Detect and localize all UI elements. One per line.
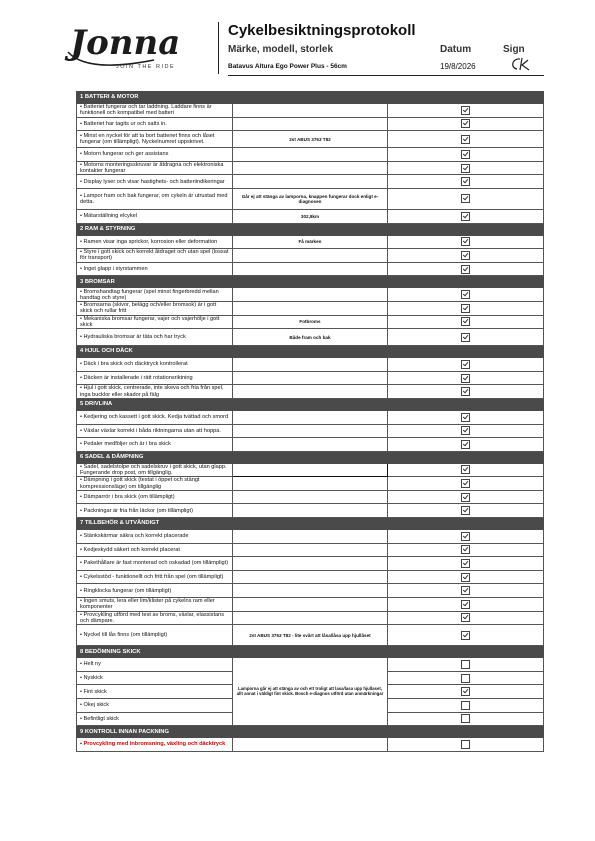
checkbox-cell — [388, 438, 544, 452]
checklist-item: • Däck i bra skick och däcktryck kontrollerat — [77, 358, 233, 372]
checkbox-cell — [388, 262, 544, 276]
checklist-item: • Mekaniska bromsar fungerar, vajer och vajerhölje i gott skick — [77, 315, 233, 329]
checkbox[interactable] — [461, 506, 470, 515]
checklist-row — [77, 235, 544, 249]
checklist-row — [77, 424, 544, 438]
item-text: Display lyser och visar hastighets- och batteriindikeringar — [83, 178, 225, 185]
item-text: Motorn fungerar och ger assistans — [83, 151, 169, 158]
item-note: Både fram och bak — [232, 329, 388, 346]
header-underline — [228, 75, 544, 76]
section-title: 4 HJUL OCH DÄCK — [77, 346, 544, 358]
checkbox-cell — [388, 188, 544, 209]
checkbox[interactable] — [461, 251, 470, 260]
checkbox[interactable] — [461, 631, 470, 640]
item-text: Inget glapp i styrstammen — [83, 265, 148, 272]
checkbox-cell — [388, 288, 544, 302]
checkbox[interactable] — [461, 426, 470, 435]
item-text: Ingen smuts, lera eller lim/klister på cykelns ram eller komponenter — [80, 598, 215, 611]
checklist-row — [77, 175, 544, 189]
item-note — [232, 490, 388, 504]
checkbox-cell — [388, 570, 544, 584]
checklist-item: • Provcykling utförd med test av broms, växlar, elassistans och dämpare. — [77, 611, 233, 625]
checklist-item: • Ramen visar inga sprickor, korrosion eller deformation — [77, 235, 233, 249]
item-text: Lampor fram och bak fungerar, om cykeln är utrustad med detta. — [80, 192, 228, 205]
checklist-item: • Mätarställning elcykel — [77, 209, 233, 223]
checkbox-cell — [388, 490, 544, 504]
checkbox[interactable] — [461, 265, 470, 274]
item-text: Nyskick — [83, 675, 103, 682]
checklist-row — [77, 249, 544, 263]
header-divider — [218, 22, 219, 74]
checkbox-cell — [388, 410, 544, 424]
item-text: Fint skick — [83, 688, 107, 695]
checklist-row — [77, 315, 544, 329]
checkbox[interactable] — [461, 237, 470, 246]
item-text: Provcykling utförd med test av broms, växlar, elassistans och dämpare. — [80, 611, 225, 624]
section-title: 5 DRIVLINA — [77, 398, 544, 410]
checkbox[interactable] — [461, 493, 470, 502]
item-text: Ramen visar inga sprickor, korrosion eller deformation — [83, 238, 218, 245]
datum-label: Datum — [440, 44, 472, 55]
item-text: Cykelsstöd - funktionellt och fritt från spel (om tillämpligt) — [83, 574, 224, 581]
checkbox[interactable] — [461, 465, 470, 474]
checklist-row — [77, 557, 544, 571]
section-header — [77, 223, 544, 235]
checkbox[interactable] — [461, 212, 470, 221]
checkbox-cell — [388, 598, 544, 612]
section-title: 2 RAM & STYRNING — [77, 223, 544, 235]
checklist-row — [77, 117, 544, 131]
item-text: Bromsarna (skivor, belägg och/eller bromsok) är i gott skick och rullar fritt — [80, 302, 217, 315]
checklist-row — [77, 584, 544, 598]
item-note — [232, 611, 388, 625]
item-note — [232, 175, 388, 189]
section-header — [77, 276, 544, 288]
assessment-comment: Lamporna går ej att stänga av och ett troligt att lasa/lasa upp hjullaset, allt annat i väldigt fint skick. Bosch e-diagnos utförd utan anmärkningar — [232, 658, 388, 726]
item-note — [232, 530, 388, 544]
checklist-row — [77, 329, 544, 346]
item-note — [232, 570, 388, 584]
checklist-item: • Nyskick — [77, 671, 233, 685]
checkbox[interactable] — [461, 545, 470, 554]
section-header — [77, 451, 544, 463]
checklist-item: • Batteriet fungerar och tar laddning. Laddare finns är funktionell och kompatibel med batteri — [77, 104, 233, 118]
checklist-item: • Dämpning i gott skick (testat i öppet och stängt kompressionsläge) om tillgänglig — [77, 477, 233, 491]
checkbox[interactable] — [461, 374, 470, 383]
item-note: Fotbroms — [232, 315, 388, 329]
checkbox[interactable] — [461, 740, 470, 749]
checklist-row — [77, 161, 544, 175]
checkbox-cell — [388, 543, 544, 557]
item-text: Befintligt skick — [83, 715, 119, 722]
item-note — [232, 148, 388, 162]
checkbox[interactable] — [461, 150, 470, 159]
checklist-row — [77, 658, 544, 672]
checkbox[interactable] — [461, 387, 470, 396]
item-note: Går ej att stänga av lamporna, knappen fungerar dock enligt e-diagnosen — [232, 188, 388, 209]
checklist-item: • Pedaler medföljer och är i bra skick — [77, 438, 233, 452]
checkbox-cell — [388, 424, 544, 438]
checkbox-cell — [388, 671, 544, 685]
checkbox-cell — [388, 235, 544, 249]
checklist-item: • Sadel, sadelstolpe och sadelskruv i gott skick, utan glapp. Fungerande drop post, om tillgänglig. — [77, 463, 233, 477]
checklist-item: • Bromshandtag fungerar (spel minst fingerbredd mellan handtag och styre) — [77, 288, 233, 302]
checkbox[interactable] — [461, 164, 470, 173]
checklist-row — [77, 611, 544, 625]
item-text: Dämpning i gott skick (testat i öppet och stängt kompressionsläge) om tillgänglig — [80, 477, 200, 490]
checklist-item: • Kedjering och kassett i gott skick. Kedja tvättad och smord — [77, 410, 233, 424]
item-text: Batteriet fungerar och tar laddning. Laddare finns är funktionell och kompatibel med batteri — [80, 104, 212, 117]
checkbox-cell — [388, 358, 544, 372]
item-text: Hjul i gott skick, centrerade, inte skeva och fria från spel, inga bucklor eller skador på fälg — [80, 385, 224, 398]
item-note — [232, 249, 388, 263]
item-note — [232, 557, 388, 571]
item-text: Provcykling med inbromsning, växling och däcktryck — [83, 741, 226, 748]
checkbox-cell — [388, 584, 544, 598]
checkbox-cell — [388, 658, 544, 672]
item-text: Kedjeskydd säkert och korrekt placerat — [83, 546, 180, 553]
checklist-item: • Cykelsstöd - funktionellt och fritt från spel (om tillämpligt) — [77, 570, 233, 584]
checklist-row — [77, 625, 544, 646]
item-text: Mekaniska bromsar fungerar, vajer och vajerhölje i gott skick — [80, 315, 220, 328]
item-note — [232, 738, 388, 752]
checklist-row — [77, 543, 544, 557]
checklist-item: • Nyckel till lås finns (om tillämpligt) — [77, 625, 233, 646]
checkbox[interactable] — [461, 135, 470, 144]
section-header — [77, 646, 544, 658]
checklist-item: • Däcken är installerade i rätt rotationsriktning — [77, 371, 233, 385]
item-note — [232, 463, 388, 477]
item-note — [232, 424, 388, 438]
checkbox-cell — [388, 699, 544, 713]
item-note: 2st ABUS 3763 T82 - lite svårt att låsa/låsa upp hjullåset — [232, 625, 388, 646]
checkbox-cell — [388, 315, 544, 329]
section-title: 6 SADEL & DÄMPNING — [77, 451, 544, 463]
checkbox[interactable] — [461, 573, 470, 582]
item-text: Pakethållare är fast monterad och oskadad (om tillämpligt) — [83, 560, 229, 567]
item-note — [232, 301, 388, 315]
checklist-item: • Batteriet har tagits ur och satts in. — [77, 117, 233, 131]
checklist-row — [77, 148, 544, 162]
section-title: 9 KONTROLL INNAN PACKNING — [77, 726, 544, 738]
checklist-row — [77, 477, 544, 491]
checklist-row — [77, 570, 544, 584]
checklist-row — [77, 301, 544, 315]
checkbox[interactable] — [461, 317, 470, 326]
model-label: Märke, modell, storlek — [228, 44, 334, 55]
section-header — [77, 518, 544, 530]
checkbox[interactable] — [461, 714, 470, 723]
jonna-logo — [64, 22, 209, 72]
checklist-item: • Ringklocka fungerar (om tillämpligt) — [77, 584, 233, 598]
checkbox-cell — [388, 371, 544, 385]
checklist-item: • Bromsarna (skivor, belägg och/eller bromsok) är i gott skick och rullar fritt — [77, 301, 233, 315]
checklist-item: • Befintligt skick — [77, 712, 233, 726]
checkbox-cell — [388, 301, 544, 315]
section-title: 7 TILLBEHÖR & UTVÄNDIGT — [77, 518, 544, 530]
item-note — [232, 288, 388, 302]
checkbox-cell — [388, 148, 544, 162]
checklist-row — [77, 598, 544, 612]
item-note — [232, 104, 388, 118]
checklist-row — [77, 209, 544, 223]
item-note — [232, 385, 388, 399]
checkbox-cell — [388, 557, 544, 571]
checklist-item: • Provcykling med inbromsning, växling och däcktryck — [77, 738, 233, 752]
checklist-row — [77, 131, 544, 148]
date-value: 19/8/2026 — [440, 62, 476, 71]
checklist-row — [77, 188, 544, 209]
item-text: Batteriet har tagits ur och satts in. — [83, 120, 167, 127]
checkbox[interactable] — [461, 586, 470, 595]
checkbox-cell — [388, 477, 544, 491]
checklist-item: • Dämparrör i bra skick (om tillämpligt) — [77, 490, 233, 504]
checkbox-cell — [388, 161, 544, 175]
item-text: Minst en nyckel för att ta bort batteriet finns och låset fungerar (om tillämpligt). Nyckelnumret uppskrivet. — [80, 133, 215, 146]
checklist-item: • Display lyser och visar hastighets- och batteriindikeringar — [77, 175, 233, 189]
item-text: Okej skick — [83, 702, 110, 709]
checkbox[interactable] — [461, 177, 470, 186]
item-note: 302,8km — [232, 209, 388, 223]
checklist-row — [77, 438, 544, 452]
checkbox[interactable] — [461, 600, 470, 609]
item-text: Sadel, sadelstolpe och sadelskruv i gott skick, utan glapp. Fungerande drop post, om tillgänglig. — [80, 463, 227, 476]
checklist-row — [77, 385, 544, 399]
section-header — [77, 92, 544, 104]
checkbox-cell — [388, 249, 544, 263]
item-text: Motorns monteringsskruvar är åtdragna och elektroniska kontakter fungerar — [80, 161, 224, 175]
checklist-row — [77, 463, 544, 477]
item-note — [232, 117, 388, 131]
item-text: Stänkskärmar säkra och korrekt placerade — [83, 533, 189, 540]
checkbox-cell — [388, 712, 544, 726]
inspection-table — [76, 91, 544, 752]
item-note — [232, 543, 388, 557]
checkbox[interactable] — [461, 532, 470, 541]
item-text: Helt ny — [83, 661, 101, 668]
checklist-item: • Hjul i gott skick, centrerade, inte skeva och fria från spel, inga bucklor eller skador på fälg — [77, 385, 233, 399]
item-text: Packningar är fria från läckor (om tillämpligt) — [83, 507, 193, 514]
checkbox[interactable] — [461, 304, 470, 313]
item-note — [232, 438, 388, 452]
item-text: Kedjering och kassett i gott skick. Kedja tvättad och smord — [83, 414, 229, 421]
item-note — [232, 504, 388, 518]
item-note — [232, 584, 388, 598]
section-header — [77, 346, 544, 358]
checkbox[interactable] — [461, 613, 470, 622]
checkbox-cell — [388, 385, 544, 399]
section-header — [77, 726, 544, 738]
checklist-row — [77, 410, 544, 424]
checklist-item: • Stänkskärmar säkra och korrekt placerade — [77, 530, 233, 544]
item-note — [232, 262, 388, 276]
item-text: Däck i bra skick och däcktryck kontrollerat — [83, 361, 188, 368]
checkbox-cell — [388, 530, 544, 544]
checklist-row — [77, 104, 544, 118]
model-value: Batavus Altura Ego Power Plus - 56cm — [228, 63, 347, 70]
checkbox-cell — [388, 104, 544, 118]
item-note: Få märken — [232, 235, 388, 249]
section-title: 1 BATTERI & MOTOR — [77, 92, 544, 104]
item-text: Bromshandtag fungerar (spel minst fingerbredd mellan handtag och styre) — [80, 288, 219, 301]
checklist-row — [77, 262, 544, 276]
item-text: Däcken är installerade i rätt rotationsriktning — [83, 374, 193, 381]
checkbox[interactable] — [461, 479, 470, 488]
checklist-item: • Hydrauliska bromsar är täta och har tryck — [77, 329, 233, 346]
checkbox[interactable] — [461, 413, 470, 422]
sign-label: Sign — [503, 44, 525, 55]
checklist-item: • Packningar är fria från läckor (om tillämpligt) — [77, 504, 233, 518]
section-title: 8 BEDÖMNING SKICK — [77, 646, 544, 658]
checklist-row — [77, 371, 544, 385]
item-text: Pedaler medföljer och är i bra skick — [83, 441, 171, 448]
item-text: Ringklocka fungerar (om tillämpligt) — [83, 587, 172, 594]
item-text: Hydrauliska bromsar är täta och har tryck — [83, 334, 186, 341]
checkbox-cell — [388, 738, 544, 752]
item-text: Nyckel till lås finns (om tillämpligt) — [83, 632, 168, 639]
checkbox-cell — [388, 117, 544, 131]
section-header — [77, 398, 544, 410]
checkbox[interactable] — [461, 106, 470, 115]
page-title: Cykelbesiktningsprotokoll — [228, 22, 416, 39]
checkbox-cell — [388, 175, 544, 189]
checklist-item: • Styre i gott skick och korrekt åtdraget och utan spel (lossat för transport) — [77, 249, 233, 263]
svg-text:JOIN THE RIDE: JOIN THE RIDE — [116, 64, 176, 70]
checklist-row — [77, 288, 544, 302]
checkbox[interactable] — [461, 119, 470, 128]
checkbox-cell — [388, 504, 544, 518]
item-note — [232, 598, 388, 612]
section-title: 3 BROMSAR — [77, 276, 544, 288]
checkbox[interactable] — [461, 440, 470, 449]
checkbox[interactable] — [461, 559, 470, 568]
checklist-item: • Lampor fram och bak fungerar, om cykeln är utrustad med detta. — [77, 188, 233, 209]
checkbox-cell — [388, 611, 544, 625]
checkbox[interactable] — [461, 194, 470, 203]
checklist-item: • Ingen smuts, lera eller lim/klister på cykelns ram eller komponenter — [77, 598, 233, 612]
checkbox[interactable] — [461, 674, 470, 683]
checklist-row — [77, 530, 544, 544]
checklist-item: • Pakethållare är fast monterad och oskadad (om tillämpligt) — [77, 557, 233, 571]
checklist-item: • Fint skick — [77, 685, 233, 699]
checkbox-cell — [388, 209, 544, 223]
checklist-item: • Minst en nyckel för att ta bort batteriet finns och låset fungerar (om tillämpligt). Nyckelnumret uppskrivet. — [77, 131, 233, 148]
checkbox[interactable] — [461, 687, 470, 696]
checklist-row — [77, 504, 544, 518]
item-text: Mätarställning elcykel — [83, 213, 137, 220]
checkbox[interactable] — [461, 660, 470, 669]
checklist-item: • Okej skick — [77, 699, 233, 713]
checkbox-cell — [388, 463, 544, 477]
checklist-item: • Inget glapp i styrstammen — [77, 262, 233, 276]
signature — [508, 56, 536, 72]
checkbox[interactable] — [461, 290, 470, 299]
checklist-row — [77, 738, 544, 752]
checkbox-cell — [388, 625, 544, 646]
item-note — [232, 358, 388, 372]
checklist-item: • Motorn fungerar och ger assistans — [77, 148, 233, 162]
item-text: Styre i gott skick och korrekt åtdraget och utan spel (lossat för transport) — [80, 249, 229, 262]
svg-text:Jonna: Jonna — [70, 23, 181, 63]
item-text: Växlar växlar korrekt i båda riktningarna utan att hoppa. — [83, 427, 221, 434]
checkbox-cell — [388, 131, 544, 148]
item-note — [232, 410, 388, 424]
item-note — [232, 161, 388, 175]
item-note — [232, 477, 388, 491]
checkbox[interactable] — [461, 701, 470, 710]
checklist-item: • Kedjeskydd säkert och korrekt placerat — [77, 543, 233, 557]
item-note — [232, 371, 388, 385]
checklist-row — [77, 490, 544, 504]
item-note: 2st ABUS 3763 T82 — [232, 131, 388, 148]
checklist-item: • Växlar växlar korrekt i båda riktningarna utan att hoppa. — [77, 424, 233, 438]
checklist-item: • Helt ny — [77, 658, 233, 672]
checkbox[interactable] — [461, 333, 470, 342]
checkbox-cell — [388, 329, 544, 346]
checklist-item: • Motorns monteringsskruvar är åtdragna och elektroniska kontakter fungerar — [77, 161, 233, 175]
checkbox[interactable] — [461, 360, 470, 369]
checkbox-cell — [388, 685, 544, 699]
checklist-row — [77, 358, 544, 372]
item-text: Dämparrör i bra skick (om tillämpligt) — [83, 494, 175, 501]
